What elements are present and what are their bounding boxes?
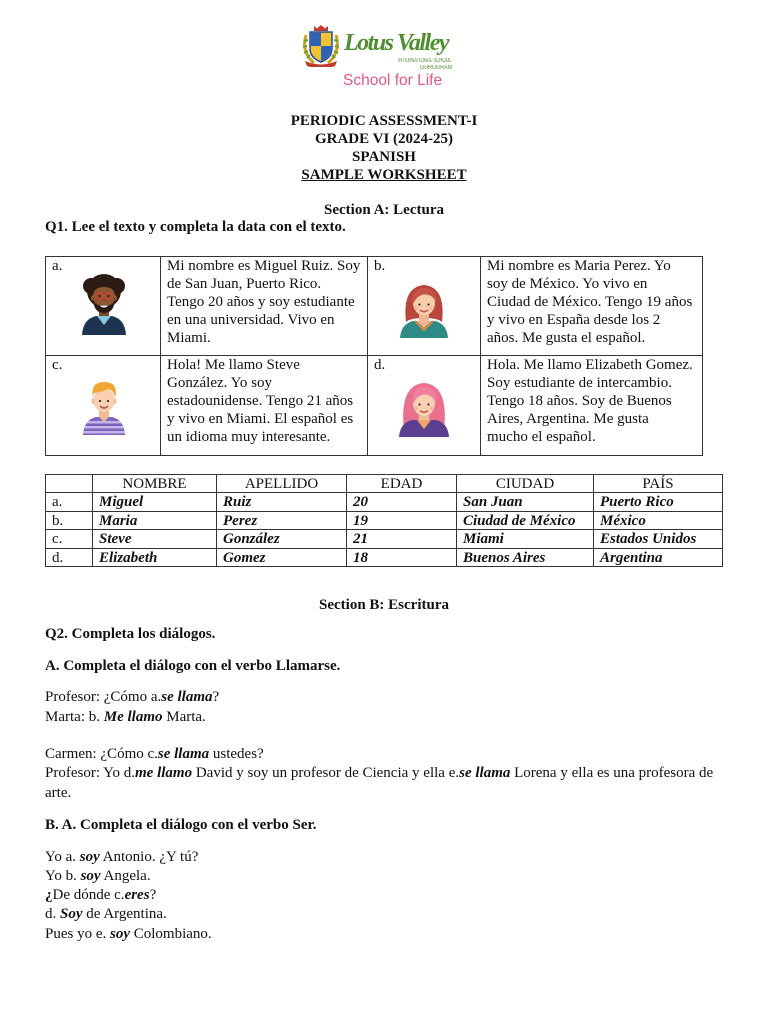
answer-text: se llama (161, 689, 213, 705)
table-cell: 21 (347, 530, 457, 549)
section-a-heading: Section A: Lectura (324, 202, 444, 218)
profile-text-line: Mi nombre es Miguel Ruiz. Soy (167, 258, 361, 274)
profile-text-line: años. Me gusta el español. (487, 330, 646, 346)
table-cell: Maria (93, 512, 217, 530)
dialogue-text: Marta: b. (45, 709, 104, 725)
table-cell: Perez (217, 512, 347, 530)
answers-table (45, 474, 723, 567)
answer-text: soy (110, 926, 130, 942)
profile-text-line: soy de México. Yo vivo en (487, 276, 648, 292)
profile-label: a. (52, 258, 63, 274)
table-cell: Argentina (594, 549, 723, 567)
table-cell: Puerto Rico (594, 493, 723, 512)
profiles-table (45, 256, 703, 456)
profile-text-cell (161, 257, 368, 356)
table-header-cell: EDAD (347, 475, 457, 493)
profile-text-line: Hola! Me llamo Steve (167, 357, 300, 373)
table-cell: Miguel (93, 493, 217, 512)
dialogue-line (45, 764, 713, 783)
table-cell: González (217, 530, 347, 549)
answer-text: Soy (60, 906, 83, 922)
profile-text-line: Miami. (167, 330, 211, 346)
dialogue-text: de Argentina. (82, 906, 167, 922)
dialogue-text: Pues yo e. (45, 926, 110, 942)
dialogue-text: Profesor: Yo d. (45, 765, 136, 781)
profile-text-line: en una universidad. Vivo en (167, 312, 335, 328)
profile-text-line: Soy estudiante de intercambio. (487, 375, 672, 391)
profile-text-line: estadounidense. Tengo 21 años (167, 393, 354, 409)
profile-text-line: Hola. Me llamo Elizabeth Gomez. (487, 357, 693, 373)
profile-text-line: Aires, Argentina. Me gusta (487, 411, 649, 427)
man-afro-glasses-avatar-icon (81, 272, 127, 340)
profile-label: c. (52, 357, 63, 373)
question-1: Q1. Lee el texto y completa la data con el texto. (45, 219, 346, 235)
table-cell: 18 (347, 549, 457, 567)
table-header-cell (46, 475, 93, 493)
woman-pink-hair-avatar-icon (396, 376, 452, 442)
table-row-label: a. (46, 493, 93, 512)
dialogue-text: David y soy un profesor de Ciencia y ella e. (192, 765, 460, 781)
profile-text-line: Ciudad de México. Tengo 19 años (487, 294, 693, 310)
dialogue-text: Profesor: ¿Cómo a. (45, 689, 162, 705)
dialogue-line (45, 745, 264, 764)
dialogue-text: ustedes? (209, 746, 264, 762)
table-cell: Elizabeth (93, 549, 217, 567)
table-cell: Miami (457, 530, 594, 549)
profile-text-line: Tengo 20 años y soy estudiante (167, 294, 355, 310)
dialogue-line (45, 925, 212, 944)
worksheet-type-title: SAMPLE WORKSHEET (301, 167, 467, 183)
profile-text-line: y vivo en España desde los 2 (487, 312, 661, 328)
subject-title: SPANISH (352, 149, 416, 165)
table-row-label: b. (46, 512, 93, 530)
school-logo-tagline: School for Life (343, 72, 443, 89)
profile-label-cell (46, 257, 161, 356)
dialogue-text: ? (149, 887, 157, 903)
dialogue-line (45, 886, 156, 905)
dialogue-text: De dónde c. (52, 887, 125, 903)
answer-text: eres (124, 887, 150, 903)
dialogue-text: ¿ (45, 887, 53, 903)
dialogue-text: Carmen: ¿Cómo c. (45, 746, 158, 762)
school-logo-name: Lotus Valley (344, 30, 449, 56)
table-cell: Ciudad de México (457, 512, 594, 530)
grade-title: GRADE VI (2024-25) (314, 131, 454, 147)
dialogue-line (45, 905, 167, 924)
dialogue-b-heading: B. A. Completa el diálogo con el verbo Ser. (45, 817, 317, 833)
dialogue-text: Angela. (100, 868, 151, 884)
question-2: Q2. Completa los diálogos. (45, 626, 216, 642)
table-row-label: c. (46, 530, 93, 549)
school-logo-city: GURUGRAM (420, 65, 453, 71)
profile-text-line: González. Yo soy (167, 375, 272, 391)
dialogue-line (45, 848, 198, 867)
profile-text-line: un idioma muy interesante. (167, 429, 331, 445)
profile-text-cell (481, 257, 703, 356)
dialogue-text: d. (45, 906, 60, 922)
dialogue-text: Lorena y ella es una profesora de (510, 765, 714, 781)
answer-text: soy (79, 849, 100, 865)
dialogue-text: Colombiano. (130, 926, 212, 942)
assessment-title: PERIODIC ASSESSMENT-I (290, 113, 478, 129)
dialogue-line (45, 688, 219, 707)
dialogue-line (45, 867, 151, 886)
profile-text-line: Tengo 18 años. Soy de Buenos (487, 393, 672, 409)
dialogue-text: Antonio. ¿Y tú? (99, 849, 199, 865)
table-cell: Buenos Aires (457, 549, 594, 567)
dialogue-text: Yo a. (45, 849, 80, 865)
table-row-label: d. (46, 549, 93, 567)
dialogue-text: Yo b. (45, 868, 81, 884)
profile-label: b. (374, 258, 386, 274)
answer-text: soy (80, 868, 101, 884)
dialogue-text: arte. (45, 785, 72, 801)
table-cell: México (594, 512, 723, 530)
dialogue-line (45, 784, 71, 803)
profile-label-cell (368, 356, 481, 456)
profile-text-line: de San Juan, Puerto Rico. (167, 276, 322, 292)
answer-text: se llama (459, 765, 511, 781)
dialogue-a-heading: A. Completa el diálogo con el verbo Llamarse. (45, 658, 341, 674)
profile-text-cell (161, 356, 368, 456)
table-header-cell: CIUDAD (457, 475, 594, 493)
table-cell: Steve (93, 530, 217, 549)
school-logo-subtitle: INTERNATIONAL SCHOOL (398, 58, 452, 64)
profile-label-cell (368, 257, 481, 356)
dialogue-line (45, 708, 206, 727)
profile-label: d. (374, 357, 386, 373)
answer-text: me llamo (135, 765, 193, 781)
profile-text-line: mucho el español. (487, 429, 596, 445)
table-cell: Estados Unidos (594, 530, 723, 549)
table-header-cell: NOMBRE (93, 475, 217, 493)
table-cell: Gomez (217, 549, 347, 567)
profile-text-line: Mi nombre es Maria Perez. Yo (487, 258, 671, 274)
table-cell: 19 (347, 512, 457, 530)
profile-label-cell (46, 356, 161, 456)
table-header-cell: APELLIDO (217, 475, 347, 493)
answer-text: Me llamo (103, 709, 163, 725)
dialogue-text: ? (212, 689, 220, 705)
table-cell: Ruiz (217, 493, 347, 512)
profile-text-line: y vivo en Miami. El español es (167, 411, 354, 427)
table-header-cell: PAÍS (594, 475, 723, 493)
table-cell: 20 (347, 493, 457, 512)
school-crest-icon (300, 24, 342, 67)
dialogue-text: Marta. (162, 709, 206, 725)
answer-text: se llama (157, 746, 210, 762)
woman-red-hair-avatar-icon (398, 278, 450, 343)
man-blond-avatar-icon (81, 377, 127, 440)
table-cell: San Juan (457, 493, 594, 512)
section-b-heading: Section B: Escritura (319, 597, 449, 613)
profile-text-cell (481, 356, 703, 456)
worksheet-titles (0, 112, 768, 184)
